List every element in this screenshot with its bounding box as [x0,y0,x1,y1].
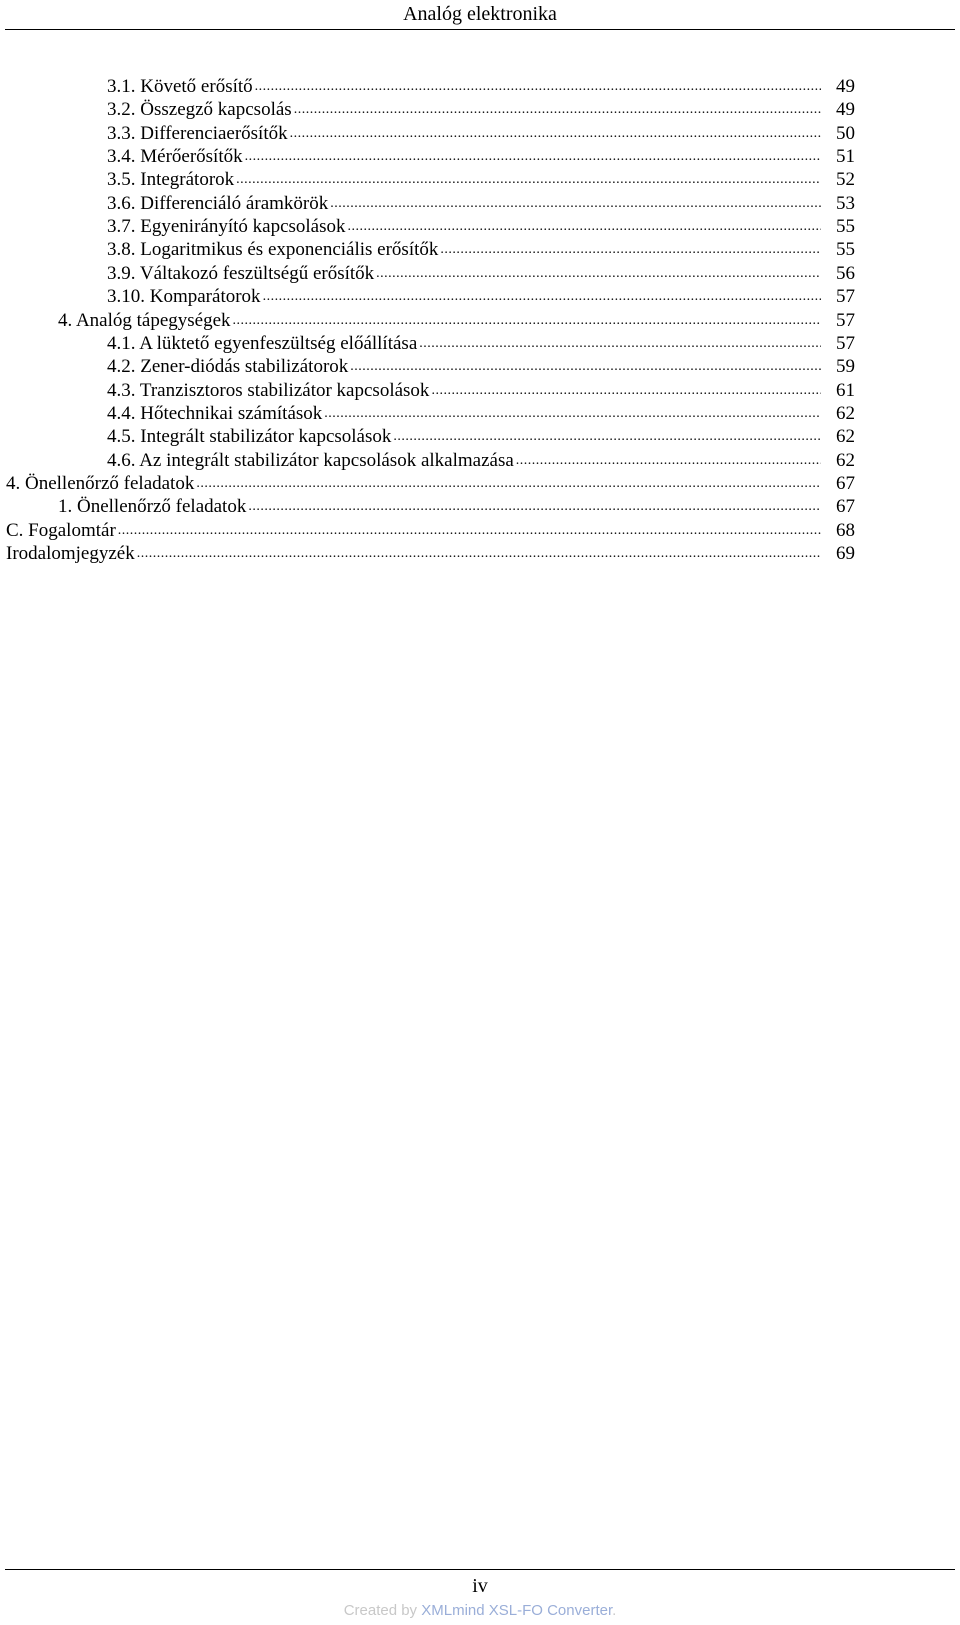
toc-entry[interactable] [107,331,855,355]
toc-entry[interactable] [107,74,855,98]
toc-entry-label: 3.4. Mérőerősítők [107,146,243,167]
header-divider [5,29,955,30]
toc-entry-page: 67 [836,496,855,517]
toc-entry-label: 3.8. Logaritmikus és exponenciális erősítők [107,239,439,260]
toc-entry[interactable] [58,494,855,518]
dot-leader [431,380,821,402]
toc-entry-page: 57 [836,333,855,354]
toc-entry[interactable] [107,448,855,472]
dot-leader [350,356,821,378]
toc-entry[interactable] [107,378,855,402]
generator-prefix: Created by [343,1602,422,1619]
dot-leader [245,146,821,168]
page-number: iv [472,1575,488,1597]
toc-entry-label: 3.7. Egyenirányító kapcsolások [107,216,346,237]
dot-leader [118,520,821,542]
dot-leader [348,216,821,238]
toc-entry-page: 50 [836,123,855,144]
toc-entry[interactable] [6,518,855,542]
toc-entry-page: 61 [836,380,855,401]
dot-leader [248,496,821,518]
toc-entry-label: 3.6. Differenciáló áramkörök [107,193,329,214]
toc-entry-label: 4.3. Tranzisztoros stabilizátor kapcsolások [107,380,430,401]
dot-leader [196,473,821,495]
toc-entry-page: 69 [836,543,855,564]
toc-entry[interactable] [107,354,855,378]
dot-leader [376,263,821,285]
toc-entry-label: 3.2. Összegző kapcsolás [107,99,292,120]
toc-entry-label: 4.4. Hőtechnikai számítások [107,403,323,424]
dot-leader [233,310,821,332]
toc-entry-page: 51 [836,146,855,167]
dot-leader [255,76,821,98]
toc-entry-label: 3.1. Követő erősítő [107,76,253,97]
toc-entry-label: 4. Analóg tápegységek [58,310,231,331]
toc-entry-label: 4.6. Az integrált stabilizátor kapcsolások alkalmazása [107,450,514,471]
generator-credit [0,1601,960,1621]
toc-entry[interactable] [107,284,855,308]
toc-entry[interactable] [107,121,855,145]
toc-entry[interactable] [107,214,855,238]
dot-leader [294,99,821,121]
toc-entry[interactable] [107,424,855,448]
toc-entry-label: 4.1. A lüktető egyenfeszültség előállítása [107,333,418,354]
toc-entry[interactable] [6,541,855,565]
toc-entry[interactable] [107,144,855,168]
dot-leader [516,450,821,472]
toc-entry[interactable] [58,308,855,332]
toc-entry-label: 1. Önellenőrző feladatok [58,496,247,517]
toc-entry[interactable] [6,471,855,495]
toc-entry-page: 49 [836,99,855,120]
toc-entry-label: Irodalomjegyzék [6,543,135,564]
toc-entry-page: 67 [836,473,855,494]
toc-entry-page: 59 [836,356,855,377]
toc-entry-label: 3.3. Differenciaerősítők [107,123,288,144]
toc-entry-page: 62 [836,426,855,447]
dot-leader [263,286,821,308]
dot-leader [290,123,821,145]
dot-leader [393,426,821,448]
toc-entry-page: 52 [836,169,855,190]
toc-entry-label: 3.5. Integrátorok [107,169,235,190]
toc-entry-page: 62 [836,450,855,471]
toc-entry[interactable] [107,261,855,285]
dot-leader [137,543,821,565]
toc-entry[interactable] [107,191,855,215]
running-header: Analóg elektronika [403,3,557,25]
toc-entry-label: 3.10. Komparátorok [107,286,261,307]
toc-entry-page: 57 [836,286,855,307]
toc-entry-page: 68 [836,520,855,541]
toc-entry[interactable] [107,167,855,191]
footer-divider [5,1569,955,1570]
dot-leader [330,193,821,215]
toc-entry-label: 4.2. Zener-diódás stabilizátorok [107,356,349,377]
generator-link[interactable]: XMLmind XSL-FO Converter [421,1602,613,1619]
toc-entry-label: 3.9. Váltakozó feszültségű erősítők [107,263,375,284]
toc-entry-page: 55 [836,239,855,260]
dot-leader [440,239,821,261]
dot-leader [419,333,821,355]
toc-entry[interactable] [107,97,855,121]
toc-entry-label: 4. Önellenőrző feladatok [6,473,195,494]
toc-entry-page: 49 [836,76,855,97]
toc-entry[interactable] [107,401,855,425]
toc-entry-page: 53 [836,193,855,214]
toc-entry[interactable] [107,237,855,261]
toc-entry-page: 56 [836,263,855,284]
dot-leader [236,169,821,191]
toc-entry-page: 62 [836,403,855,424]
dot-leader [324,403,821,425]
toc-entry-page: 55 [836,216,855,237]
toc-entry-page: 57 [836,310,855,331]
generator-suffix: . [612,1602,617,1619]
toc-entry-label: 4.5. Integrált stabilizátor kapcsolások [107,426,392,447]
toc-entry-label: C. Fogalomtár [6,520,116,541]
